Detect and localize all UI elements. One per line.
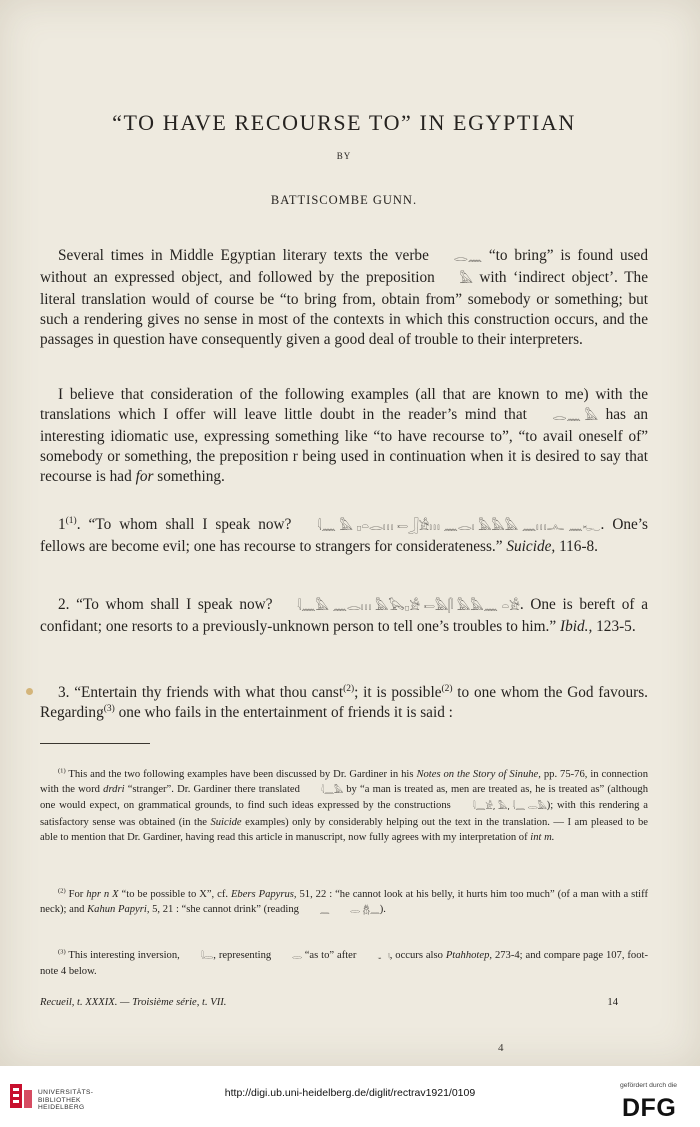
text-italic: Ebers Papyrus, xyxy=(230,889,297,900)
hieroglyph-footnote-d: 𓂋 𓆣𓈖 xyxy=(350,905,380,916)
text-italic: Ptahhotep, xyxy=(445,950,493,961)
text-run: 273-4; and compare page 107, foot-note 4 below. xyxy=(40,950,648,978)
text-italic: int m. xyxy=(530,831,555,843)
text-run: examples) only by considerably helping out the text in the translation. — I am pleased to be able to mention that Dr. Gardiner, having read this article in manuscript, now fully agrees with my interpretation of xyxy=(40,816,648,843)
page-content xyxy=(40,0,648,1066)
text-run: “as to” after xyxy=(304,950,357,961)
paragraph-thesis xyxy=(40,385,648,487)
hieroglyph-footnote-c: 𓈖 xyxy=(319,905,330,916)
text-run: This interesting inversion, xyxy=(68,950,180,961)
text-run: I believe that consideration of the following examples (all that are known to me) with the translations which I offer will leave little doubt in the reader’s mind that xyxy=(40,386,648,423)
journal-citation: Recueil, t. XXXIX. — Troisième série, t. VII. xyxy=(40,997,227,1008)
text-italic: for xyxy=(135,467,154,485)
footnote-number: (2) xyxy=(58,887,66,895)
running-footer xyxy=(40,997,648,1008)
text-italic: Suicide xyxy=(210,816,242,828)
footnote-2 xyxy=(40,887,648,918)
footnote-1 xyxy=(40,767,648,845)
funding-note: gefördert durch die xyxy=(620,1082,678,1089)
hieroglyph-example-2: 𓇋𓈖𓅓 𓈖𓂋𓏥 𓅓𓅂𓊪𓀀 𓍿𓅓𓋴 𓅓𓅓𓈖 𓏏𓀀 xyxy=(297,599,520,613)
article-title: “TO HAVE RECOURSE TO” IN EGYPTIAN xyxy=(112,110,576,135)
hieroglyph-footnote-g: 𓂝 xyxy=(377,951,390,961)
article-author: BATTISCOMBE GUNN. xyxy=(270,193,418,207)
footnote-number: (1) xyxy=(58,767,66,775)
footnote-divider xyxy=(40,743,150,744)
source-lines: 123-5. xyxy=(596,617,636,635)
text-run: by “a man is treated as, men are treated as, he is treated as” (although one would expect, on grammatical grounds, to find such ideas expressed by the constructions xyxy=(40,784,648,812)
text-run: 3. “Entertain thy friends with what thou canst xyxy=(58,684,344,701)
hieroglyph-footnote-a: 𓇋𓈖𓅓 xyxy=(321,785,344,796)
text-run: to one whom the God favours. Regarding xyxy=(40,684,648,721)
footnote-ref: (2) xyxy=(343,683,355,694)
text-run: with ‘indirect object’. The literal translation would of course be “to bring from, obtain from” somebody or something; but such a rendering gives no sense in most of the contexts in which this construction occurs, and the passages in question have consequently given a good deal of trouble to their interpreters. xyxy=(40,268,648,348)
byline-by: BY xyxy=(336,151,352,161)
footnote-ref: (2) xyxy=(441,683,453,694)
dfg-logo: DFG xyxy=(622,1094,677,1122)
text-run: “to bring” is found used without an expressed object, and followed by the preposition xyxy=(40,247,648,286)
text-run: has an interesting idiomatic use, expressing something like “to have recourse to”, “to avail oneself of” somebody or something, the preposition r being used in continuation when it is desired to say that recourse is had xyxy=(40,405,649,485)
text-run: ; it is possible xyxy=(354,684,442,701)
text-italic: Notes on the Story of Sinuhe, xyxy=(416,769,541,780)
hieroglyph-footnote-e: 𓇋𓂋 xyxy=(200,951,214,961)
text-run: . “To whom shall I speak now? xyxy=(76,516,292,533)
library-name-line: UNIVERSITÄTS- xyxy=(38,1089,94,1096)
hieroglyph-example-1: 𓇋𓈖 𓅓 𓊪𓏏𓂋𓏥 𓍿𓃀𓀀𓏥 𓈖𓂋𓏤 𓅓𓅓𓅓 𓈖𓏥𓂜 𓈖𓆑 xyxy=(317,519,601,533)
text-run: 5, 21 : “she cannot drink” (reading xyxy=(152,904,299,916)
hieroglyph-footnote-b: 𓇋𓈖𓀀, 𓅓, 𓇋𓈖 𓂋𓅓 xyxy=(472,801,547,812)
source-italic: Ibid., xyxy=(560,617,593,635)
source-italic: Suicide, xyxy=(506,537,556,555)
footnote-ref: (3) xyxy=(103,703,115,714)
text-run: “to be possible to X”, cf. xyxy=(121,889,229,900)
paragraph-intro xyxy=(40,246,648,350)
example-number: 1 xyxy=(58,516,66,533)
text-italic: hpr n X xyxy=(86,889,119,900)
source-lines: 116-8. xyxy=(559,537,599,555)
text-run: “stranger”. Dr. Gardiner there translated xyxy=(127,784,300,796)
text-run: ); with this rendering a satisfactory sense was obtained (in the xyxy=(40,800,649,828)
hieroglyph-preposition: 𓅓 xyxy=(459,271,473,286)
hieroglyph-verb: 𓂋𓈖 xyxy=(453,250,483,264)
text-run: pp. 75-76, in connection with the word xyxy=(40,769,648,796)
example-1 xyxy=(40,515,648,557)
text-run: . One is bereft of a confidant; one resorts to a previously-unknown person to tell one’s troubles to him.” xyxy=(40,596,648,635)
footnote-ref: (1) xyxy=(65,515,77,526)
text-italic: drdri xyxy=(103,784,125,796)
text-run: , representing xyxy=(213,950,272,961)
text-italic: Kahun Papyri, xyxy=(87,904,150,916)
footnote-number: (3) xyxy=(58,948,66,956)
text-run: 51, 22 : “he cannot look at his belly, it hurts him too much” (of a man with a stiff neck); and xyxy=(40,889,648,916)
text-run: something. xyxy=(157,467,225,485)
pencil-mark: 4 xyxy=(498,1042,504,1054)
text-run: 2. “To whom shall I speak now? xyxy=(58,596,273,613)
hieroglyph-phrase: 𓂋𓈖 𓅓 xyxy=(552,408,598,423)
digital-source-link[interactable]: http://digi.ub.uni-heidelberg.de/diglit/rectrav1921/0109 xyxy=(224,1087,476,1099)
example-2 xyxy=(40,595,648,637)
example-3 xyxy=(40,683,648,723)
text-run: ). xyxy=(379,904,386,916)
signature-number: 14 xyxy=(607,997,618,1008)
text-run: . One’s fellows are become evil; one has recourse to strangers for considerateness.” xyxy=(40,516,649,555)
text-run: For xyxy=(68,889,84,900)
hieroglyph-footnote-f: 𓂋 xyxy=(292,951,302,961)
footnote-3 xyxy=(40,948,648,979)
library-name-line: HEIDELBERG xyxy=(38,1104,85,1112)
text-run: one who fails in the entertainment of friends it is said : xyxy=(118,703,453,721)
library-name-line: BIBLIOTHEK xyxy=(38,1096,81,1104)
margin-spot xyxy=(26,688,33,695)
text-run: , occurs also xyxy=(389,950,443,961)
text-run: Several times in Middle Egyptian literary texts the verbe xyxy=(58,247,429,264)
text-run: This and the two following examples have been discussed by Dr. Gardiner in his xyxy=(68,769,414,780)
